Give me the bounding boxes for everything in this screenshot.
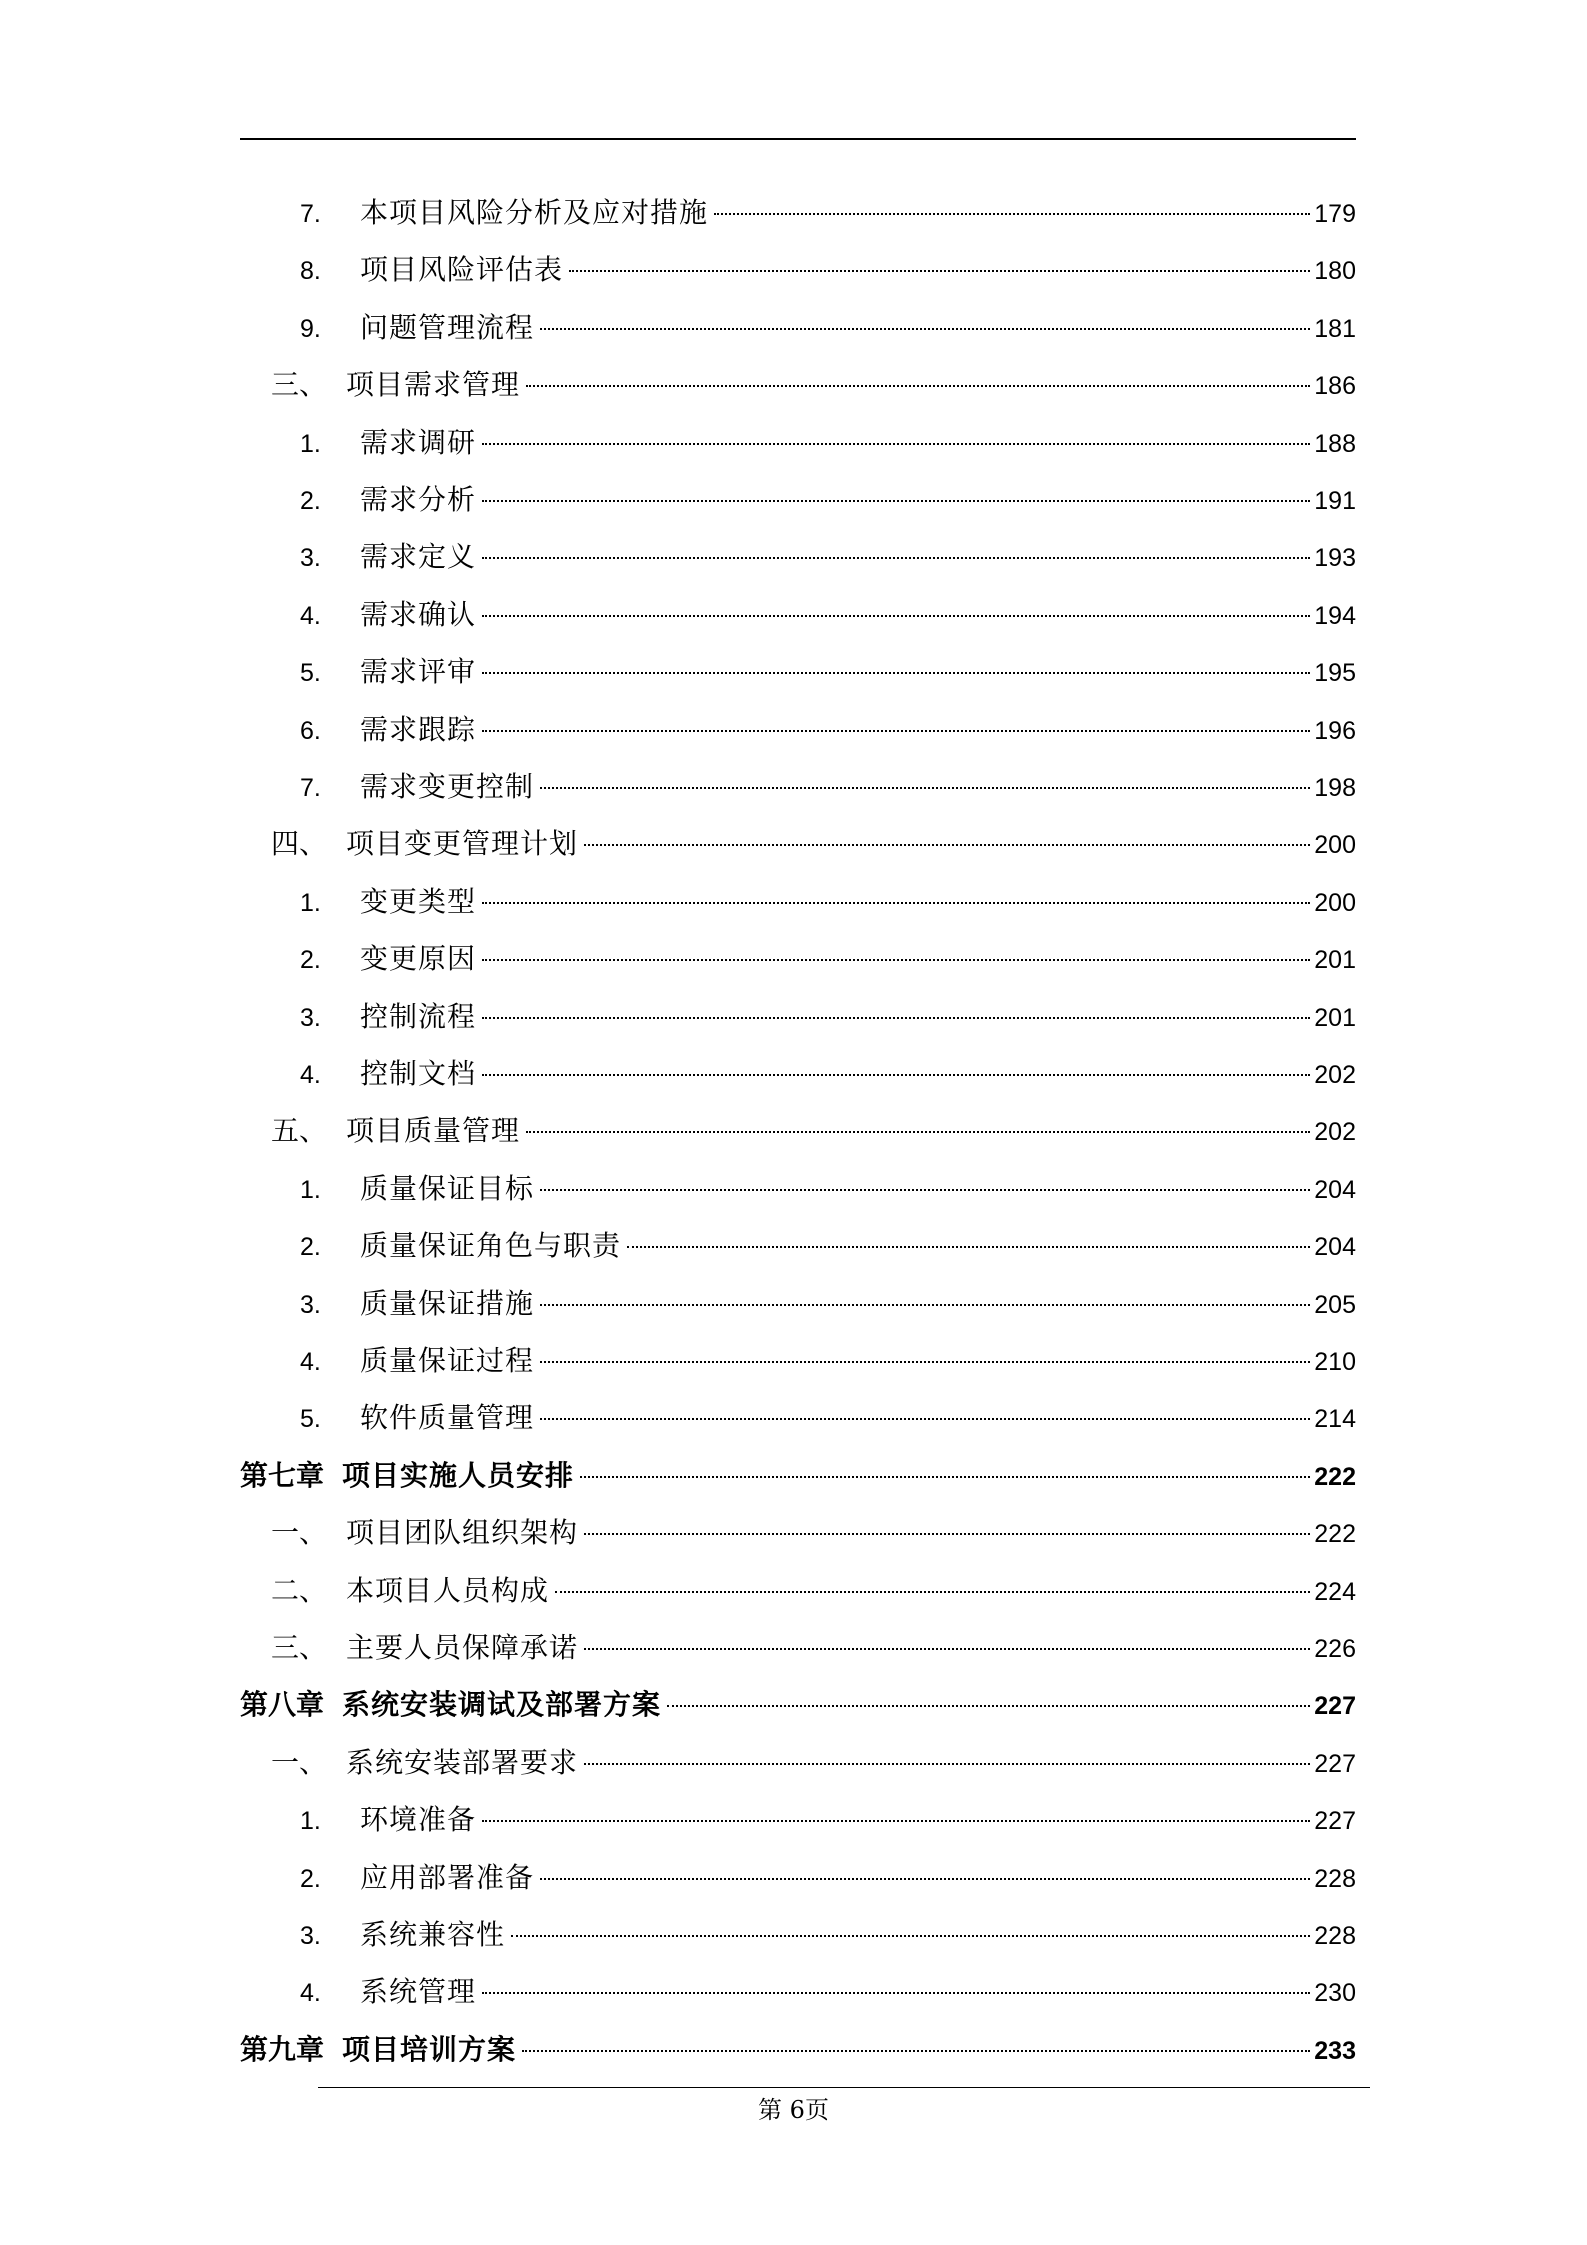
toc-entry[interactable] (0, 997, 1356, 1037)
toc-entry-page[interactable]: 198 (1314, 774, 1356, 802)
toc-entry-page[interactable]: 204 (1314, 1233, 1356, 1262)
toc-entry-page[interactable]: 191 (1314, 487, 1356, 515)
toc-entry-number: 2. (300, 1864, 321, 1893)
toc-entry-title[interactable]: 质量保证过程 (360, 1344, 535, 1377)
toc-entry-page[interactable]: 205 (1314, 1290, 1356, 1319)
toc-entry[interactable] (0, 1915, 1356, 1955)
toc-entry-title[interactable]: 系统兼容性 (360, 1918, 506, 1951)
toc-entry-number: 1. (300, 429, 321, 458)
toc-entry-number: 第八章 (240, 1688, 325, 1722)
toc-entry[interactable] (0, 1858, 1356, 1898)
toc-entry-number: 8. (300, 257, 321, 286)
toc-entry[interactable] (0, 882, 1356, 922)
toc-dot-leader (555, 1591, 1310, 1593)
toc-entry-number: 2. (300, 487, 321, 515)
toc-entry[interactable] (0, 250, 1356, 290)
toc-entry-page[interactable]: 204 (1314, 1175, 1356, 1204)
toc-entry-title[interactable]: 需求评审 (360, 655, 477, 689)
toc-entry-number: 3. (300, 544, 321, 573)
toc-entry[interactable] (0, 193, 1356, 233)
toc-entry-number: 5. (300, 1405, 321, 1434)
toc-entry[interactable] (0, 1284, 1356, 1324)
toc-entry-page[interactable]: 227 (1314, 1749, 1356, 1778)
toc-entry-page[interactable]: 181 (1314, 314, 1356, 343)
toc-entry-page[interactable]: 222 (1314, 1520, 1356, 1549)
toc-dot-leader (540, 1878, 1310, 1880)
toc-entry-number: 5. (300, 659, 321, 688)
toc-entry-title[interactable]: 环境准备 (360, 1803, 477, 1837)
toc-entry[interactable] (0, 1800, 1356, 1840)
toc-entry-number: 4. (300, 601, 321, 630)
toc-entry-page[interactable]: 194 (1314, 601, 1356, 630)
toc-dot-leader (482, 672, 1310, 674)
toc-entry-page[interactable]: 180 (1314, 257, 1356, 286)
toc-entry-page[interactable]: 202 (1314, 1118, 1356, 1147)
toc-dot-leader (627, 1246, 1310, 1248)
toc-entry[interactable] (0, 1743, 1356, 1783)
toc-dot-leader (482, 443, 1310, 445)
toc-entry[interactable] (0, 2030, 1356, 2070)
toc-entry[interactable] (0, 595, 1356, 635)
toc-entry-title[interactable]: 质量保证措施 (360, 1286, 535, 1320)
toc-dot-leader (526, 1131, 1310, 1133)
toc-entry-title[interactable]: 控制文档 (360, 1057, 477, 1090)
toc-entry-page[interactable]: 195 (1314, 659, 1356, 688)
toc-dot-leader (580, 1476, 1310, 1478)
toc-entry-page[interactable]: 179 (1314, 200, 1356, 228)
toc-dot-leader (482, 902, 1310, 904)
toc-entry-number: 1. (300, 888, 321, 917)
toc-dot-leader (482, 1992, 1310, 1994)
toc-entry-page[interactable]: 226 (1314, 1635, 1356, 1663)
toc-entry-title[interactable]: 主要人员保障承诺 (346, 1631, 579, 1664)
toc-dot-leader (482, 959, 1310, 961)
toc-entry-number: 7. (300, 200, 321, 228)
toc-entry-title[interactable]: 变更类型 (360, 884, 477, 918)
toc-entry-title[interactable]: 项目培训方案 (342, 2032, 517, 2066)
toc-dot-leader (584, 1763, 1310, 1765)
toc-dot-leader (540, 328, 1310, 330)
toc-entry-title[interactable]: 应用部署准备 (360, 1860, 535, 1894)
toc-entry-title[interactable]: 项目变更管理计划 (346, 827, 579, 861)
toc-entry[interactable] (0, 824, 1356, 864)
toc-entry[interactable] (0, 480, 1356, 520)
toc-dot-leader (540, 787, 1310, 789)
toc-entry-number: 4. (300, 1348, 321, 1376)
toc-entry-title[interactable]: 需求确认 (360, 597, 477, 631)
toc-entry-title[interactable]: 质量保证角色与职责 (360, 1229, 622, 1263)
toc-entry-page[interactable]: 227 (1314, 1692, 1356, 1721)
page-number: 第 6页 (758, 2096, 829, 2124)
toc-entry-page[interactable]: 228 (1314, 1864, 1356, 1893)
toc-entry-title[interactable]: 需求分析 (360, 483, 477, 516)
toc-entry-number: 3. (300, 1290, 321, 1319)
toc-entry-title[interactable]: 需求调研 (360, 425, 477, 459)
toc-entry-page[interactable]: 202 (1314, 1061, 1356, 1089)
toc-entry-title[interactable]: 软件质量管理 (360, 1401, 535, 1435)
toc-entry-title[interactable]: 需求变更控制 (360, 770, 535, 803)
toc-entry-number: 3. (300, 1922, 321, 1950)
toc-dot-leader (667, 1705, 1310, 1707)
toc-entry-title[interactable]: 项目风险评估表 (360, 253, 564, 287)
toc-entry[interactable] (0, 1685, 1356, 1725)
toc-entry-page[interactable]: 230 (1314, 1979, 1356, 2008)
toc-dot-leader (522, 2050, 1310, 2052)
toc-entry-number: 4. (300, 1061, 321, 1089)
toc-dot-leader (482, 1820, 1310, 1822)
toc-dot-leader (584, 1648, 1310, 1650)
toc-entry-page[interactable]: 228 (1314, 1922, 1356, 1950)
toc-entry[interactable] (0, 652, 1356, 692)
toc-entry-title[interactable]: 项目质量管理 (346, 1114, 521, 1148)
toc-entry-number: 7. (300, 774, 321, 802)
toc-entry-number: 6. (300, 716, 321, 745)
toc-entry-page[interactable]: 222 (1314, 1462, 1356, 1491)
toc-entry-number: 第九章 (240, 2032, 325, 2066)
toc-entry-title[interactable]: 项目需求管理 (346, 368, 521, 402)
toc-entry[interactable] (0, 1169, 1356, 1209)
toc-entry[interactable] (0, 1054, 1356, 1094)
toc-entry-page[interactable]: 233 (1314, 2036, 1356, 2065)
toc-entry-number: 一、 (271, 1516, 328, 1550)
toc-entry-title[interactable]: 系统管理 (360, 1975, 477, 2009)
toc-entry-title[interactable]: 系统安装部署要求 (346, 1745, 579, 1779)
toc-entry-page[interactable]: 200 (1314, 888, 1356, 917)
toc-entry-page[interactable]: 227 (1314, 1807, 1356, 1836)
toc-entry-title[interactable]: 需求定义 (360, 540, 477, 574)
toc-dot-leader (569, 270, 1310, 272)
toc-entry-page[interactable]: 210 (1314, 1348, 1356, 1376)
toc-entry-title[interactable]: 控制流程 (360, 999, 477, 1033)
toc-dot-leader (482, 730, 1310, 732)
toc-entry-page[interactable]: 224 (1314, 1577, 1356, 1606)
toc-entry-number: 3. (300, 1003, 321, 1032)
toc-entry[interactable] (0, 537, 1356, 577)
toc-dot-leader (714, 213, 1310, 215)
toc-dot-leader (482, 1017, 1310, 1019)
toc-entry[interactable] (0, 423, 1356, 463)
toc-entry-title[interactable]: 变更原因 (360, 942, 477, 976)
toc-entry-page[interactable]: 193 (1314, 544, 1356, 573)
toc-entry-number: 1. (300, 1807, 321, 1836)
toc-entry[interactable] (0, 767, 1356, 807)
toc-dot-leader (584, 1533, 1310, 1535)
toc-dot-leader (540, 1304, 1310, 1306)
toc-entry-title[interactable]: 本项目风险分析及应对措施 (360, 196, 709, 229)
toc-entry-title[interactable]: 本项目人员构成 (346, 1573, 550, 1607)
toc-entry[interactable] (0, 1111, 1356, 1151)
toc-entry-page[interactable]: 200 (1314, 831, 1356, 860)
toc-entry-title[interactable]: 项目团队组织架构 (346, 1516, 579, 1550)
toc-dot-leader (540, 1189, 1310, 1191)
toc-entry[interactable] (0, 710, 1356, 750)
toc-entry[interactable] (0, 1571, 1356, 1611)
toc-entry[interactable] (0, 1341, 1356, 1381)
toc-entry-page[interactable]: 201 (1314, 1003, 1356, 1032)
toc-entry-title[interactable]: 问题管理流程 (360, 310, 535, 344)
footer-rule (318, 2087, 1370, 2088)
toc-entry-page[interactable]: 188 (1314, 429, 1356, 458)
toc-entry-page[interactable]: 186 (1314, 372, 1356, 401)
toc-dot-leader (584, 844, 1310, 846)
toc-dot-leader (511, 1935, 1310, 1937)
toc-entry[interactable] (0, 1456, 1356, 1496)
toc-entry[interactable] (0, 1226, 1356, 1266)
toc-entry-number: 1. (300, 1175, 321, 1204)
toc-dot-leader (526, 385, 1310, 387)
toc-entry-number: 4. (300, 1979, 321, 2008)
toc-entry-number: 2. (300, 1233, 321, 1262)
toc-dot-leader (482, 557, 1310, 559)
toc-entry-title[interactable]: 项目实施人员安排 (342, 1458, 575, 1492)
toc-dot-leader (540, 1418, 1310, 1420)
toc-entry[interactable] (0, 365, 1356, 405)
toc-entry[interactable] (0, 1628, 1356, 1668)
toc-entry[interactable] (0, 1972, 1356, 2012)
toc-entry[interactable] (0, 939, 1356, 979)
toc-dot-leader (482, 615, 1310, 617)
toc-entry-title[interactable]: 质量保证目标 (360, 1171, 535, 1205)
toc-entry-number: 四、 (271, 827, 328, 861)
toc-entry-number: 第七章 (240, 1458, 325, 1492)
toc-entry-number: 9. (300, 314, 321, 343)
toc-dot-leader (482, 1074, 1310, 1076)
header-rule (240, 138, 1356, 140)
toc-entry-number: 五、 (271, 1114, 328, 1148)
toc-entry-page[interactable]: 196 (1314, 716, 1356, 745)
toc-entry-title[interactable]: 系统安装调试及部署方案 (342, 1688, 662, 1722)
toc-entry-number: 二、 (271, 1573, 328, 1607)
toc-entry[interactable] (0, 1398, 1356, 1438)
toc-entry[interactable] (0, 1513, 1356, 1553)
toc-dot-leader (482, 500, 1310, 502)
toc-entry-page[interactable]: 214 (1314, 1405, 1356, 1434)
toc-dot-leader (540, 1361, 1310, 1363)
toc-entry-number: 三、 (271, 1631, 328, 1664)
toc-entry-title[interactable]: 需求跟踪 (360, 712, 477, 746)
toc-entry-number: 三、 (271, 368, 328, 402)
toc-entry-number: 一、 (271, 1745, 328, 1779)
toc-entry[interactable] (0, 308, 1356, 348)
toc-entry-number: 2. (300, 946, 321, 975)
toc-entry-page[interactable]: 201 (1314, 946, 1356, 975)
